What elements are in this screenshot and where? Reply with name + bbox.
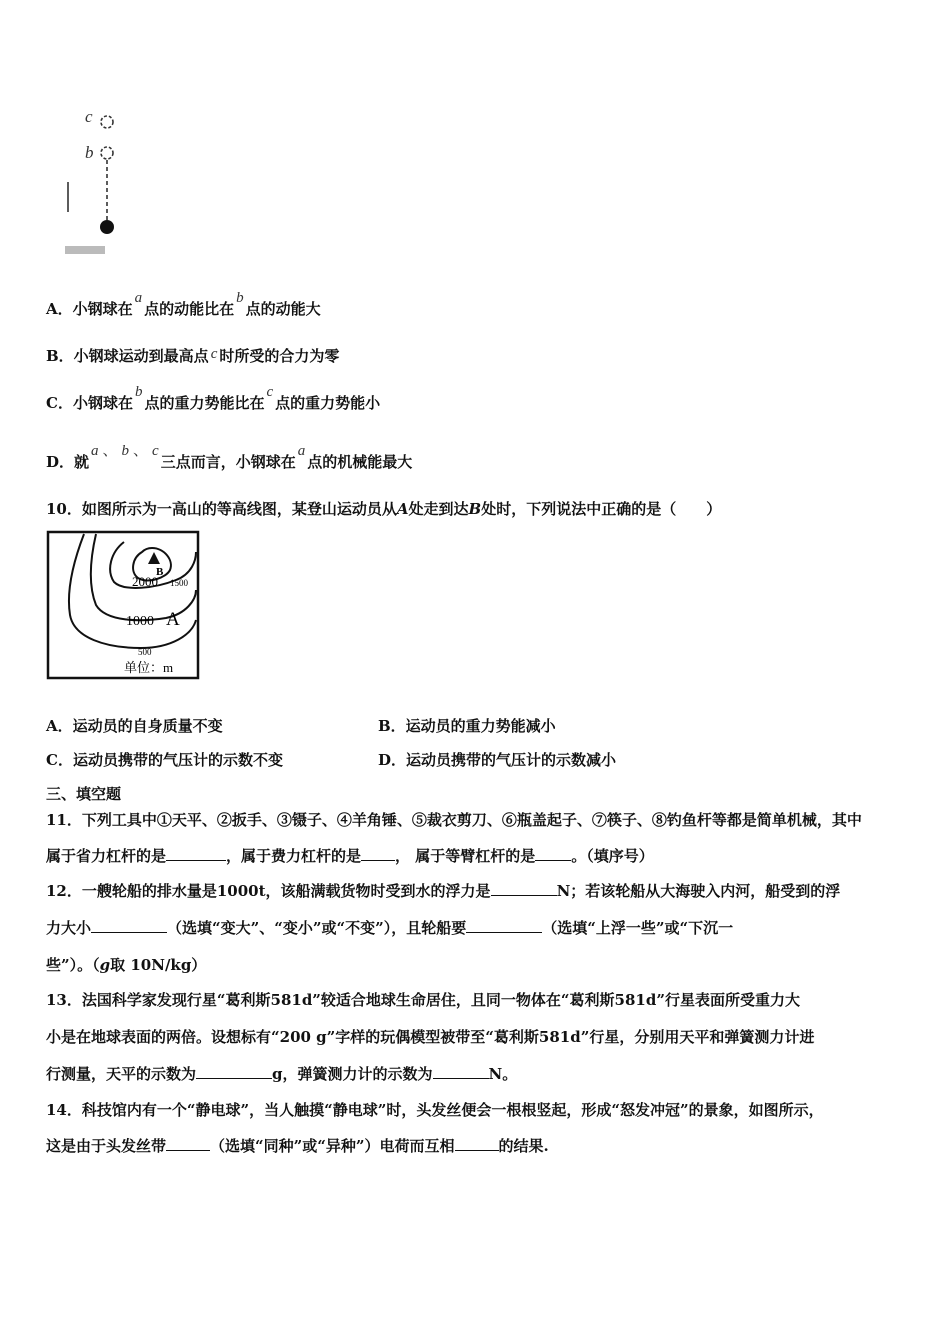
q9-option-b: B．小钢球运动到最高点 c 时所受的合力为零 (46, 346, 340, 365)
map-label-1500: 1500 (170, 578, 188, 588)
q9-option-a: A．小钢球在a点的动能比在b点的动能大 (46, 290, 321, 318)
section-heading: 三、填空题 (46, 785, 122, 803)
map-label-2000: 2000 (132, 574, 158, 589)
q10-option-a: A．运动员的自身质量不变 (46, 717, 223, 735)
blank[interactable] (91, 920, 167, 933)
q12-line1: 12．一艘轮船的排水量是1000t，该船满载货物时受到水的浮力是 N；若该轮船从大海驶入内河，船受到的浮 (46, 882, 841, 900)
q12-line3: 些”）。（g取 10N/kg） (46, 956, 207, 974)
q13-line1: 13．法国科学家发现行星“葛利斯581d”较适合地球生命居住，且同一物体在“葛利斯581d”行星表面所受重力大 (46, 991, 800, 1009)
blank[interactable] (466, 920, 542, 933)
q13-line2: 小是在地球表面的两倍。设想标有“200 g”字样的玩偶模型被带至“葛利斯581d”行星，分别用天平和弹簧测力计进 (46, 1028, 815, 1046)
q13-line3: 行测量，天平的示数为 g，弹簧测力计的示数为 N。 (46, 1065, 518, 1083)
blank[interactable] (361, 848, 395, 861)
q11-line1: 11．下列工具中①天平、②扳手、③镊子、④羊角锤、⑤裁衣剪刀、⑥瓶盖起子、⑦筷子、⑧钓鱼杆等都是简单机械，其中 (46, 811, 862, 829)
q14-line2: 这是由于头发丝带 （选填“同种”或“异种”）电荷而互相 的结果. (46, 1137, 549, 1155)
blank[interactable] (455, 1138, 499, 1151)
q14-line1: 14．科技馆内有一个“静电球”，当人触摸“静电球”时，头发丝便会一根根竖起，形成“怒发冲冠”的景象，如图所示， (46, 1101, 824, 1119)
q10-option-b: B．运动员的重力势能减小 (378, 717, 556, 735)
ball-trajectory-figure (55, 100, 145, 260)
map-label-a: A (166, 609, 180, 630)
blank[interactable] (491, 883, 557, 896)
q9-option-d: D．就a 、 b 、 c三点而言，小钢球在a点的机械能最大 (46, 443, 413, 471)
map-label-1000: 1000 (126, 614, 154, 629)
q10-option-d: D．运动员携带的气压计的示数减小 (378, 751, 617, 769)
map-label-b: B (156, 566, 164, 578)
q11-line2: 属于省力杠杆的是 ，属于费力杠杆的是 ， 属于等臂杠杆的是 。（填序号） (46, 847, 654, 865)
map-unit: 单位：m (124, 660, 174, 675)
blank[interactable] (166, 1138, 210, 1151)
point-a-ball (100, 220, 114, 234)
q10-option-c: C．运动员携带的气压计的示数不变 (46, 751, 283, 769)
map-border (48, 532, 198, 678)
map-label-500: 500 (138, 647, 152, 657)
contour-map (46, 530, 201, 682)
blank[interactable] (196, 1066, 272, 1079)
label-c: c (85, 107, 93, 126)
figure-caption-fragment (65, 246, 105, 254)
point-c-circle (101, 116, 113, 128)
blank[interactable] (433, 1066, 489, 1079)
blank[interactable] (166, 848, 226, 861)
point-b-circle (101, 147, 113, 159)
label-b: b (85, 143, 94, 162)
q12-line2: 力大小 （选填“变大”、“变小”或“不变”），且轮船要 （选填“上浮一些”或“下沉一 (46, 919, 734, 937)
blank[interactable] (535, 848, 571, 861)
q9-option-c: C．小钢球在b点的重力势能比在c点的重力势能小 (46, 384, 381, 412)
q10-stem: 10．如图所示为一高山的等高线图，某登山运动员从A处走到达B处时，下列说法中正确的是（ ） (46, 500, 722, 518)
